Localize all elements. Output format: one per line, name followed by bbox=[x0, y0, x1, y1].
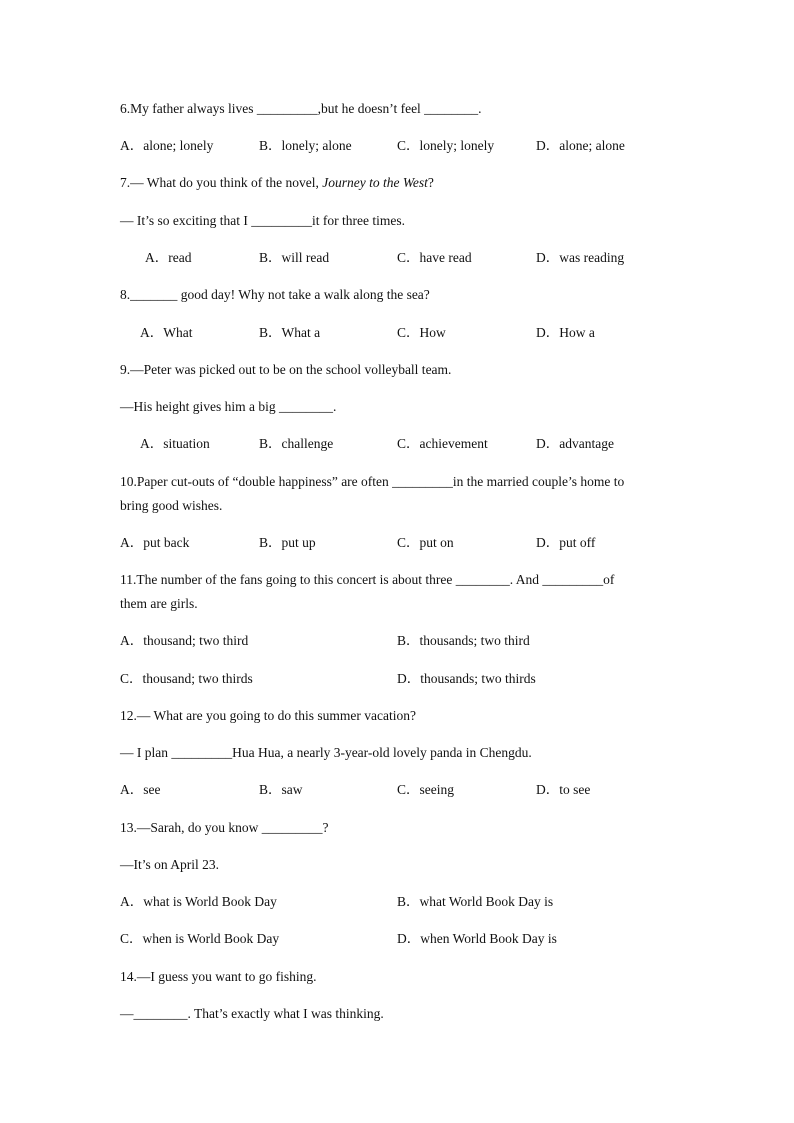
q8-stem: 8._______ good day! Why not take a walk along the sea? bbox=[120, 287, 430, 302]
q13-option-a[interactable]: A．what is World Book Day bbox=[120, 894, 277, 909]
q13-reply: —It’s on April 23. bbox=[120, 857, 220, 872]
q10-option-b[interactable]: B．put up bbox=[259, 535, 316, 550]
q8-option-c[interactable]: C．How bbox=[397, 325, 446, 340]
q12-option-a[interactable]: A．see bbox=[120, 782, 161, 797]
q11-option-b[interactable]: B．thousands; two third bbox=[397, 633, 530, 648]
q7-option-b[interactable]: B．will read bbox=[259, 250, 330, 265]
q12-option-d[interactable]: D．to see bbox=[536, 782, 591, 797]
q6-option-c[interactable]: C．lonely; lonely bbox=[397, 138, 495, 153]
q7-option-a[interactable]: A．read bbox=[145, 250, 192, 265]
q9-stem: 9.—Peter was picked out to be on the school volleyball team. bbox=[120, 362, 452, 377]
q6-option-b[interactable]: B．lonely; alone bbox=[259, 138, 352, 153]
q12-reply: — I plan _________Hua Hua, a nearly 3-year-old lovely panda in Chengdu. bbox=[120, 745, 532, 760]
q9-option-c[interactable]: C．achievement bbox=[397, 436, 488, 451]
q10-stem-line1: 10.Paper cut-outs of “double happiness” are often _________in the married couple’s home to bbox=[120, 474, 625, 489]
q9-option-d[interactable]: D．advantage bbox=[536, 436, 614, 451]
q10-option-c[interactable]: C．put on bbox=[397, 535, 454, 550]
q11-option-c[interactable]: C．thousand; two thirds bbox=[120, 671, 253, 686]
q7-stem bbox=[120, 174, 434, 192]
q10-stem-line2: bring good wishes. bbox=[120, 498, 223, 513]
q14-stem: 14.—I guess you want to go fishing. bbox=[120, 969, 317, 984]
q8-option-d[interactable]: D．How a bbox=[536, 325, 595, 340]
q7-novel-title: Journey to the West bbox=[322, 175, 428, 190]
q6-option-a[interactable]: A．alone; lonely bbox=[120, 138, 214, 153]
q13-option-c[interactable]: C．when is World Book Day bbox=[120, 931, 280, 946]
q10-option-a[interactable]: A．put back bbox=[120, 535, 190, 550]
q7-option-d[interactable]: D．was reading bbox=[536, 250, 625, 265]
q9-option-b[interactable]: B．challenge bbox=[259, 436, 334, 451]
q12-stem: 12.— What are you going to do this summer vacation? bbox=[120, 708, 416, 723]
q12-option-c[interactable]: C．seeing bbox=[397, 782, 454, 797]
q11-option-d[interactable]: D．thousands; two thirds bbox=[397, 671, 536, 686]
q12-option-b[interactable]: B．saw bbox=[259, 782, 303, 797]
q10-option-d[interactable]: D．put off bbox=[536, 535, 596, 550]
q13-option-b[interactable]: B．what World Book Day is bbox=[397, 894, 554, 909]
q9-reply: —His height gives him a big ________. bbox=[120, 399, 337, 414]
q13-stem: 13.—Sarah, do you know _________? bbox=[120, 820, 329, 835]
q8-option-b[interactable]: B．What a bbox=[259, 325, 321, 340]
q14-reply: —________. That’s exactly what I was thinking. bbox=[120, 1006, 384, 1021]
q13-option-d[interactable]: D．when World Book Day is bbox=[397, 931, 557, 946]
q9-option-a[interactable]: A．situation bbox=[140, 436, 210, 451]
q11-stem-line2: them are girls. bbox=[120, 596, 198, 611]
q7-stem-end: ? bbox=[427, 175, 434, 190]
q6-stem: 6.My father always lives _________,but he doesn’t feel ________. bbox=[120, 101, 482, 116]
q8-option-a[interactable]: A．What bbox=[140, 325, 193, 340]
q11-stem-line1: 11.The number of the fans going to this concert is about three ________. And _________of bbox=[120, 572, 615, 587]
q6-option-d[interactable]: D．alone; alone bbox=[536, 138, 625, 153]
q7-stem-text: 7.— What do you think of the novel, bbox=[120, 175, 323, 190]
q7-option-c[interactable]: C．have read bbox=[397, 250, 472, 265]
q7-reply: — It’s so exciting that I _________it for three times. bbox=[120, 213, 405, 228]
q11-option-a[interactable]: A．thousand; two third bbox=[120, 633, 249, 648]
